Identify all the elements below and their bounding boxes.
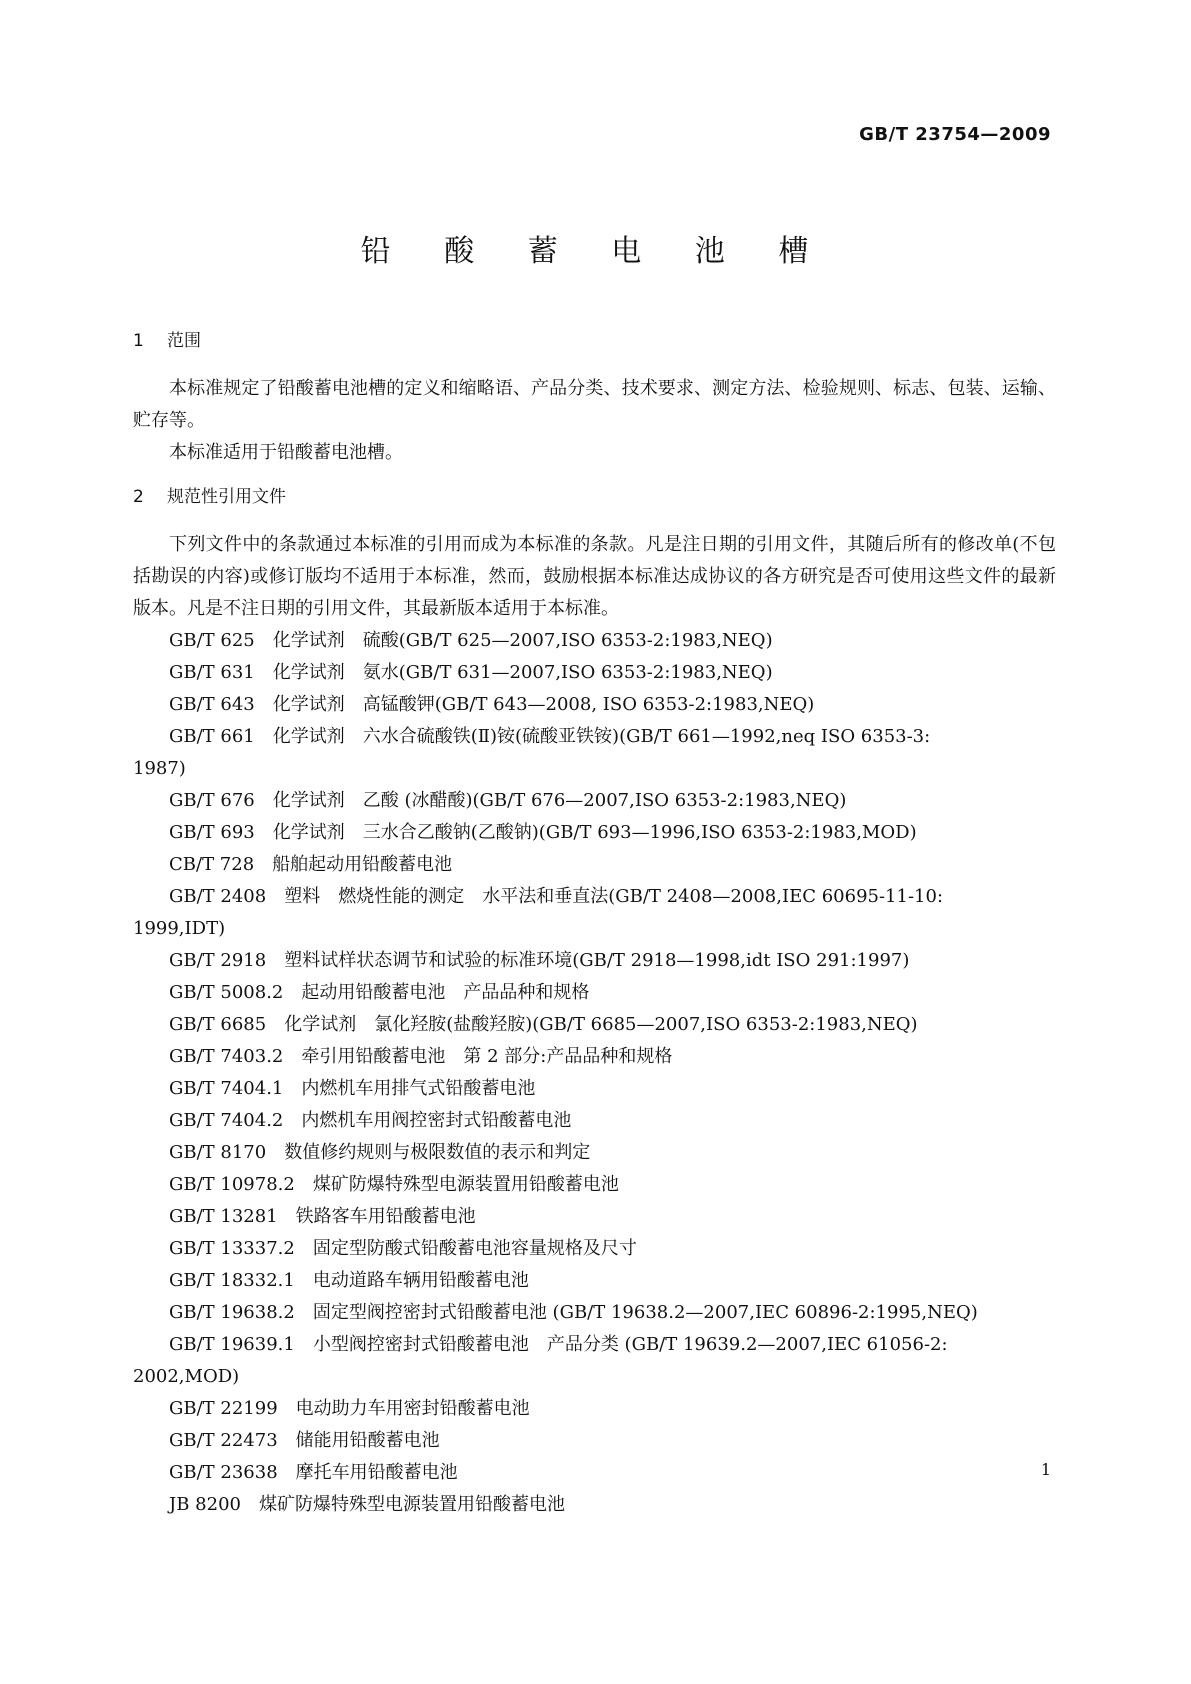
document-body [133,325,1056,1521]
reference-text: GB/T 22473 储能用铅酸蓄电池 [169,1430,440,1451]
section-1-heading [133,325,1056,357]
reference-text: GB/T 6685 化学试剂 氯化羟胺(盐酸羟胺)(GB/T 6685—2007,ISO 6353-2:1983,NEQ) [169,1014,918,1035]
reference-text: GB/T 625 化学试剂 硫酸(GB/T 625—2007,ISO 6353-2:1983,NEQ) [169,630,773,651]
standard-code: GB/T 23754—2009 [859,124,1051,145]
reference-item [133,1425,1056,1457]
reference-text: GB/T 643 化学试剂 高锰酸钾(GB/T 643—2008, ISO 6353-2:1983,NEQ) [169,694,815,715]
reference-item [133,1169,1056,1201]
reference-text: GB/T 693 化学试剂 三水合乙酸钠(乙酸钠)(GB/T 693—1996,ISO 6353-2:1983,MOD) [169,822,917,843]
reference-item [133,1041,1056,1073]
reference-item [133,817,1056,849]
reference-text: GB/T 22199 电动助力车用密封铅酸蓄电池 [169,1398,530,1419]
reference-text: GB/T 19638.2 固定型阀控密封式铅酸蓄电池 (GB/T 19638.2—2007,IEC 60896-2:1995,NEQ) [169,1302,978,1323]
reference-item [133,689,1056,721]
reference-text: GB/T 661 化学试剂 六水合硫酸铁(Ⅱ)铵(硫酸亚铁铵)(GB/T 661—1992,neq ISO 6353-3: [169,726,931,747]
reference-item [133,977,1056,1009]
page-number: 1 [1040,1460,1051,1479]
reference-text: GB/T 631 化学试剂 氨水(GB/T 631—2007,ISO 6353-2:1983,NEQ) [169,662,773,683]
reference-item [133,1457,1056,1489]
section-number: 2 [133,487,144,507]
reference-item [133,881,1056,945]
document-title: 铅 酸 蓄 电 池 槽 [360,234,831,269]
reference-item [133,721,1056,785]
reference-item [133,785,1056,817]
reference-item [133,1233,1056,1265]
reference-item [133,1393,1056,1425]
reference-text: GB/T 10978.2 煤矿防爆特殊型电源装置用铅酸蓄电池 [169,1174,619,1195]
reference-item [133,1073,1056,1105]
references-intro: 下列文件中的条款通过本标准的引用而成为本标准的条款。凡是注日期的引用文件，其随后所有的修改单(不包括勘误的内容)或修订版均不适用于本标准，然而，鼓励根据本标准达成协议的各方研究是否可使用这些文件的最新版本。凡是不注日期的引用文件，其最新版本适用于本标准。 [133,534,1056,619]
reference-text: JB 8200 煤矿防爆特殊型电源装置用铅酸蓄电池 [169,1494,565,1515]
reference-text: GB/T 18332.1 电动道路车辆用铅酸蓄电池 [169,1270,529,1291]
reference-text-continuation: 2002,MOD) [133,1366,240,1387]
reference-text: GB/T 13337.2 固定型防酸式铅酸蓄电池容量规格及尺寸 [169,1238,637,1259]
reference-text: GB/T 8170 数值修约规则与极限数值的表示和判定 [169,1142,591,1163]
reference-item [133,1201,1056,1233]
reference-text: GB/T 23638 摩托车用铅酸蓄电池 [169,1462,458,1483]
reference-item [133,1265,1056,1297]
reference-text: GB/T 2918 塑料试样状态调节和试验的标准环境(GB/T 2918—1998,idt ISO 291:1997) [169,950,910,971]
reference-item [133,849,1056,881]
reference-item [133,1137,1056,1169]
reference-item [133,945,1056,977]
scope-paragraph: 本标准规定了铅酸蓄电池槽的定义和缩略语、产品分类、技术要求、测定方法、检验规则、标志、包装、运输、贮存等。 [133,378,1056,431]
scope-paragraph: 本标准适用于铅酸蓄电池槽。 [169,442,403,463]
reference-text-continuation: 1987) [133,758,186,779]
reference-text: GB/T 676 化学试剂 乙酸 (冰醋酸)(GB/T 676—2007,ISO 6353-2:1983,NEQ) [169,790,847,811]
section-title: 范围 [167,331,201,351]
reference-list [133,625,1056,1521]
reference-text: CB/T 728 船舶起动用铅酸蓄电池 [169,854,453,875]
reference-text: GB/T 19639.1 小型阀控密封式铅酸蓄电池 产品分类 (GB/T 19639.2—2007,IEC 61056-2: [169,1334,948,1355]
reference-item [133,657,1056,689]
reference-item [133,1105,1056,1137]
reference-item [133,1489,1056,1521]
reference-item [133,625,1056,657]
section-title: 规范性引用文件 [167,487,286,507]
reference-text: GB/T 7404.2 内燃机车用阀控密封式铅酸蓄电池 [169,1110,572,1131]
section-2-heading [133,481,1056,513]
reference-text: GB/T 2408 塑料 燃烧性能的测定 水平法和垂直法(GB/T 2408—2008,IEC 60695-11-10: [169,886,944,907]
reference-text: GB/T 7403.2 牵引用铅酸蓄电池 第 2 部分:产品品种和规格 [169,1046,673,1067]
reference-item [133,1329,1056,1393]
reference-text: GB/T 7404.1 内燃机车用排气式铅酸蓄电池 [169,1078,536,1099]
reference-text: GB/T 5008.2 起动用铅酸蓄电池 产品品种和规格 [169,982,590,1003]
reference-item [133,1297,1056,1329]
reference-text: GB/T 13281 铁路客车用铅酸蓄电池 [169,1206,476,1227]
reference-text-continuation: 1999,IDT) [133,918,226,939]
section-number: 1 [133,331,144,351]
reference-item [133,1009,1056,1041]
